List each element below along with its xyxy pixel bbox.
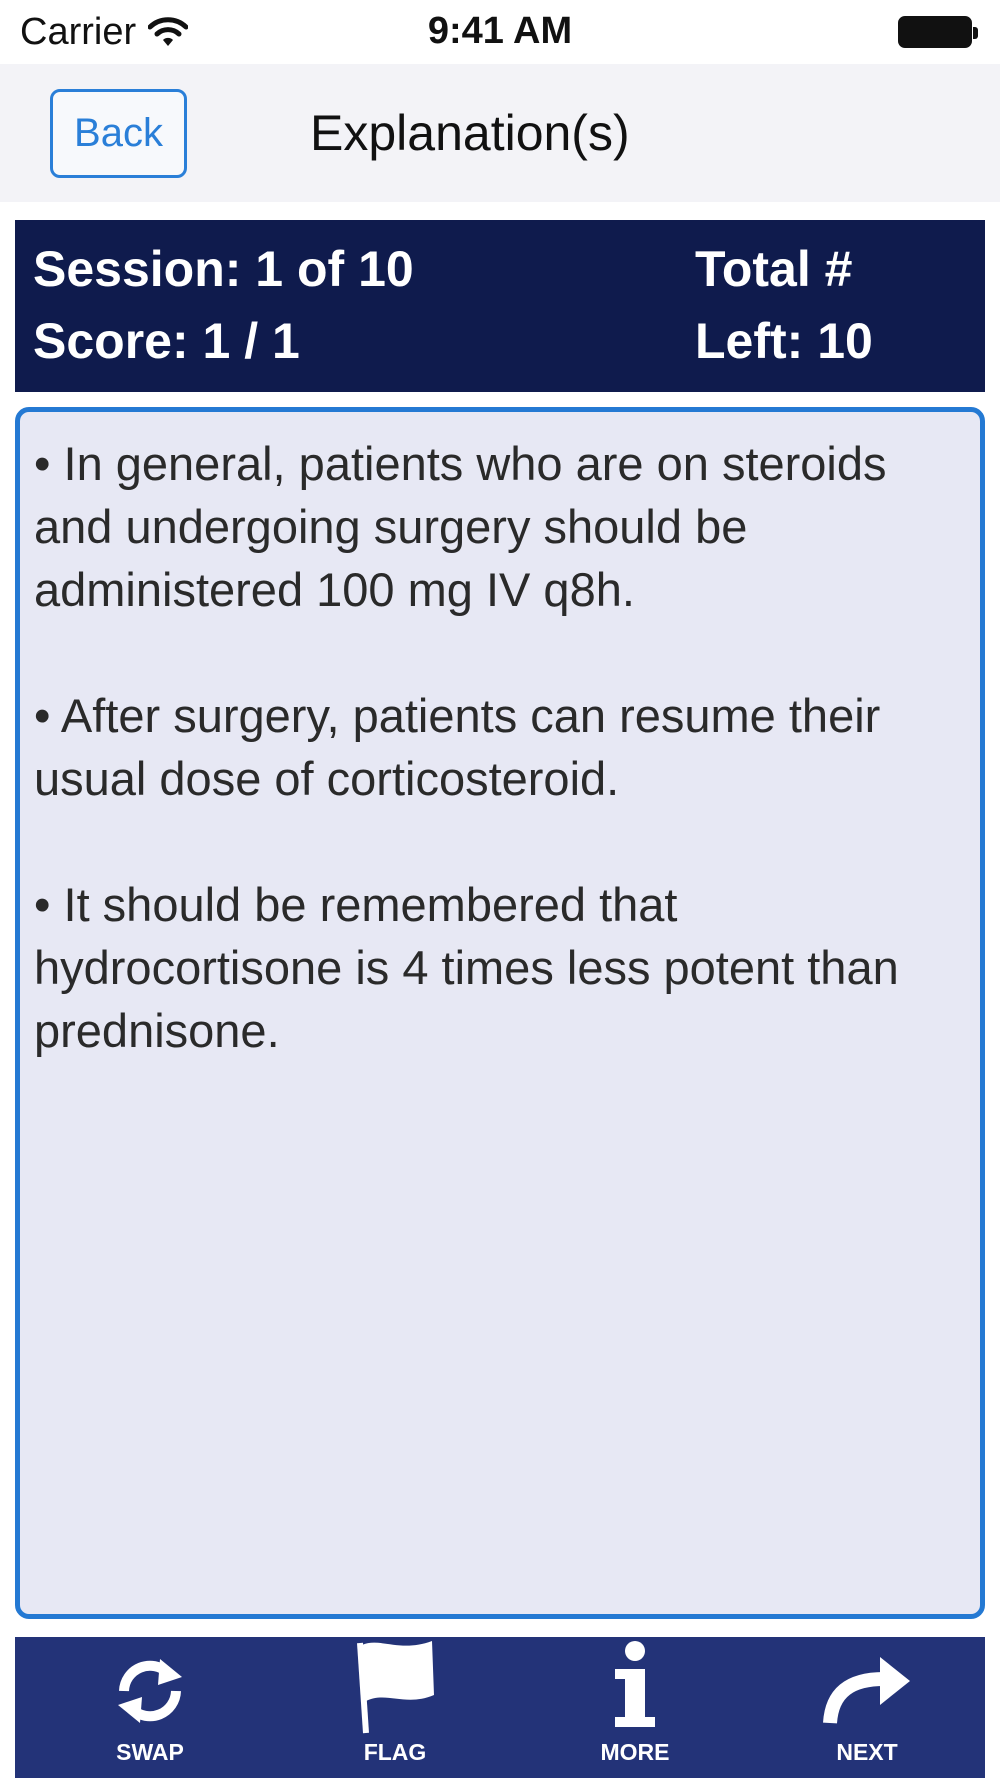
next-button[interactable] bbox=[787, 1637, 947, 1778]
explanation-item: • It should be remembered that hydrocortisone is 4 times less potent than prednisone. bbox=[34, 878, 899, 1057]
swap-label: SWAP bbox=[116, 1739, 184, 1765]
navigation-bar bbox=[0, 64, 1000, 202]
swap-icon bbox=[110, 1651, 190, 1731]
bottom-toolbar bbox=[15, 1637, 985, 1778]
explanation-item: • In general, patients who are on steroids and undergoing surgery should be administered 100 mg IV q8h. bbox=[34, 437, 887, 616]
next-label: NEXT bbox=[836, 1739, 898, 1765]
page-title: Explanation(s) bbox=[310, 105, 630, 161]
carrier-label: Carrier bbox=[20, 10, 137, 53]
info-icon bbox=[605, 1637, 665, 1737]
next-arrow-icon bbox=[822, 1651, 912, 1731]
flag-button[interactable] bbox=[315, 1637, 475, 1778]
swap-button[interactable] bbox=[70, 1637, 230, 1778]
session-label: Session: 1 of 10 bbox=[33, 241, 414, 297]
status-bar bbox=[0, 0, 1000, 64]
total-label: Total # bbox=[695, 241, 853, 297]
back-button[interactable]: Back bbox=[50, 89, 187, 178]
battery-icon bbox=[898, 16, 972, 48]
flag-label: FLAG bbox=[363, 1739, 427, 1765]
status-time: 9:41 AM bbox=[427, 10, 573, 52]
explanation-item: • After surgery, patients can resume their usual dose of corticosteroid. bbox=[34, 689, 881, 805]
more-button[interactable] bbox=[555, 1637, 715, 1778]
left-count-label: Left: 10 bbox=[695, 313, 873, 369]
score-label: Score: 1 / 1 bbox=[33, 313, 300, 369]
flag-icon bbox=[350, 1637, 440, 1737]
explanation-box[interactable] bbox=[15, 407, 985, 1619]
score-panel bbox=[15, 220, 985, 392]
more-label: MORE bbox=[600, 1739, 670, 1765]
